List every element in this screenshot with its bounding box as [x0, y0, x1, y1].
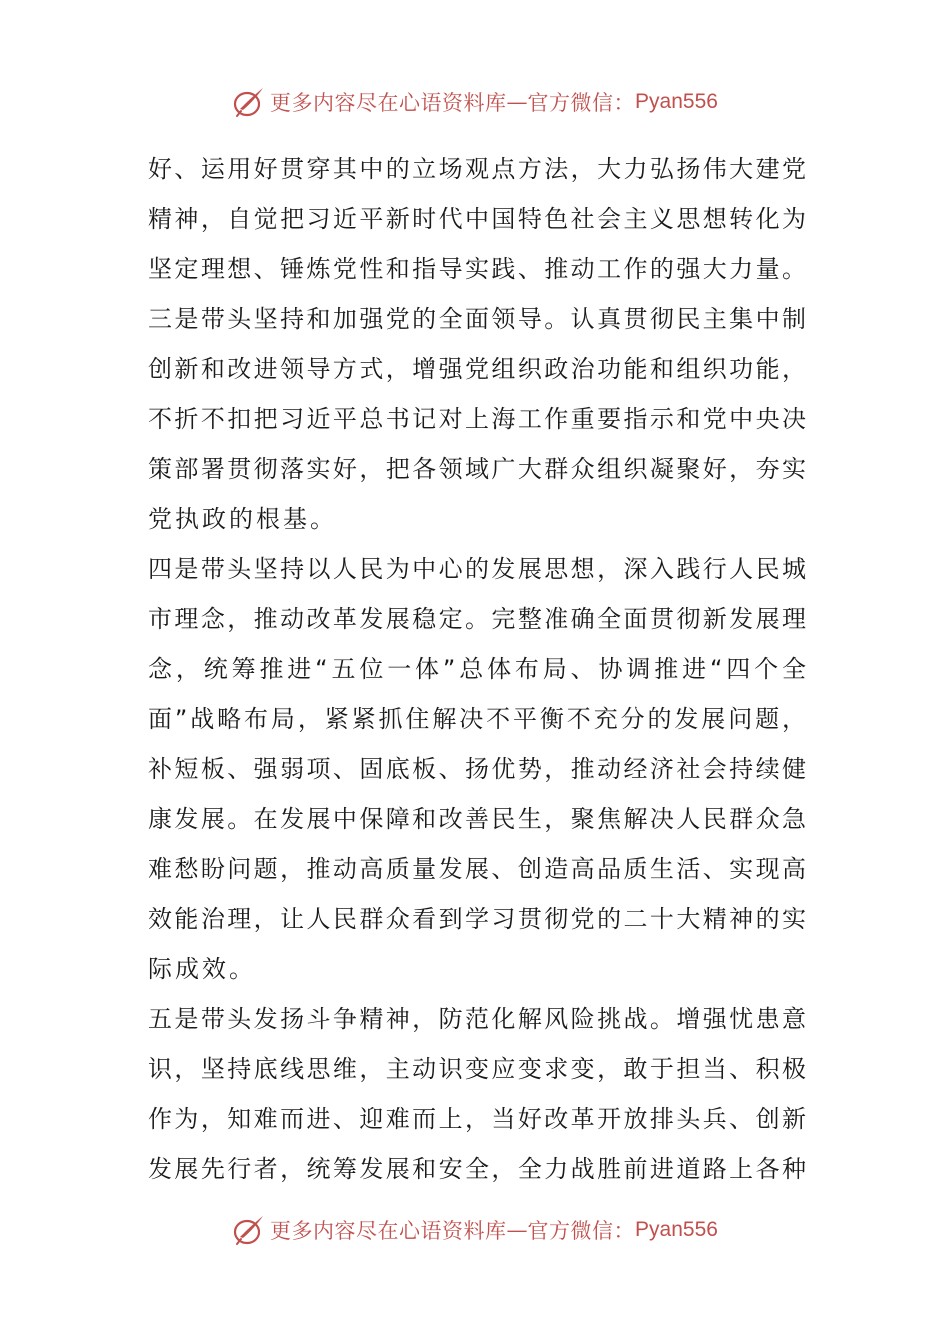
banner-dash: — — [506, 1218, 528, 1242]
banner-wechat-id: Pyan556 — [635, 1218, 718, 1241]
banner-official-label: 官方微信： — [527, 91, 636, 115]
text-line: 效能治理，让人民群众看到学习贯彻党的二十大精神的实 — [148, 905, 806, 933]
text-line: 策部署贯彻落实好，把各领域广大群众组织凝聚好，夯实 — [148, 455, 806, 483]
text-line: 不折不扣把习近平总书记对上海工作重要指示和党中央决 — [148, 405, 806, 433]
text-line: 发展先行者，统筹发展和安全，全力战胜前进道路上各种 — [148, 1155, 806, 1183]
paragraph — [148, 294, 806, 544]
banner-official-label: 官方微信： — [527, 1219, 636, 1243]
banner-dash: — — [506, 90, 528, 114]
text-line: 三是带头坚持和加强党的全面领导。认真贯彻民主集中制 — [148, 305, 806, 333]
text-line: 难愁盼问题，推动高质量发展、创造高品质生活、实现高 — [148, 855, 806, 883]
quill-pen-logo-icon — [232, 85, 266, 119]
paragraph — [148, 144, 806, 294]
banner-title: 更多内容尽在心语资料库 — [270, 1219, 507, 1243]
text-line: 念，统筹推进“五位一体”总体布局、协调推进“四个全 — [148, 655, 806, 683]
text-line: 面”战略布局，紧紧抓住解决不平衡不充分的发展问题， — [148, 705, 806, 733]
text-line: 坚定理想、锤炼党性和指导实践、推动工作的强大力量。 — [148, 255, 806, 283]
text-line: 五是带头发扬斗争精神，防范化解风险挑战。增强忧患意 — [148, 1005, 806, 1033]
text-line: 党执政的根基。 — [148, 505, 337, 533]
document-body — [148, 144, 806, 1194]
quill-pen-logo-icon — [232, 1213, 266, 1247]
text-line: 好、运用好贯穿其中的立场观点方法，大力弘扬伟大建党 — [148, 155, 806, 183]
text-line: 四是带头坚持以人民为中心的发展思想，深入践行人民城 — [148, 555, 806, 583]
text-line: 精神，自觉把习近平新时代中国特色社会主义思想转化为 — [148, 205, 806, 233]
text-line: 识，坚持底线思维，主动识变应变求变，敢于担当、积极 — [148, 1055, 806, 1083]
text-line: 创新和改进领导方式，增强党组织政治功能和组织功能， — [148, 355, 806, 383]
text-line: 康发展。在发展中保障和改善民生，聚焦解决人民群众急 — [148, 805, 806, 833]
text-line: 际成效。 — [148, 955, 256, 983]
footer-banner — [0, 1208, 950, 1252]
banner-title: 更多内容尽在心语资料库 — [270, 91, 507, 115]
banner-wechat-id: Pyan556 — [635, 90, 718, 113]
text-line: 补短板、强弱项、固底板、扬优势，推动经济社会持续健 — [148, 755, 806, 783]
header-banner — [0, 80, 950, 124]
paragraph — [148, 544, 806, 994]
text-line: 作为，知难而进、迎难而上，当好改革开放排头兵、创新 — [148, 1105, 806, 1133]
text-line: 市理念，推动改革发展稳定。完整准确全面贯彻新发展理 — [148, 605, 806, 633]
paragraph — [148, 994, 806, 1194]
